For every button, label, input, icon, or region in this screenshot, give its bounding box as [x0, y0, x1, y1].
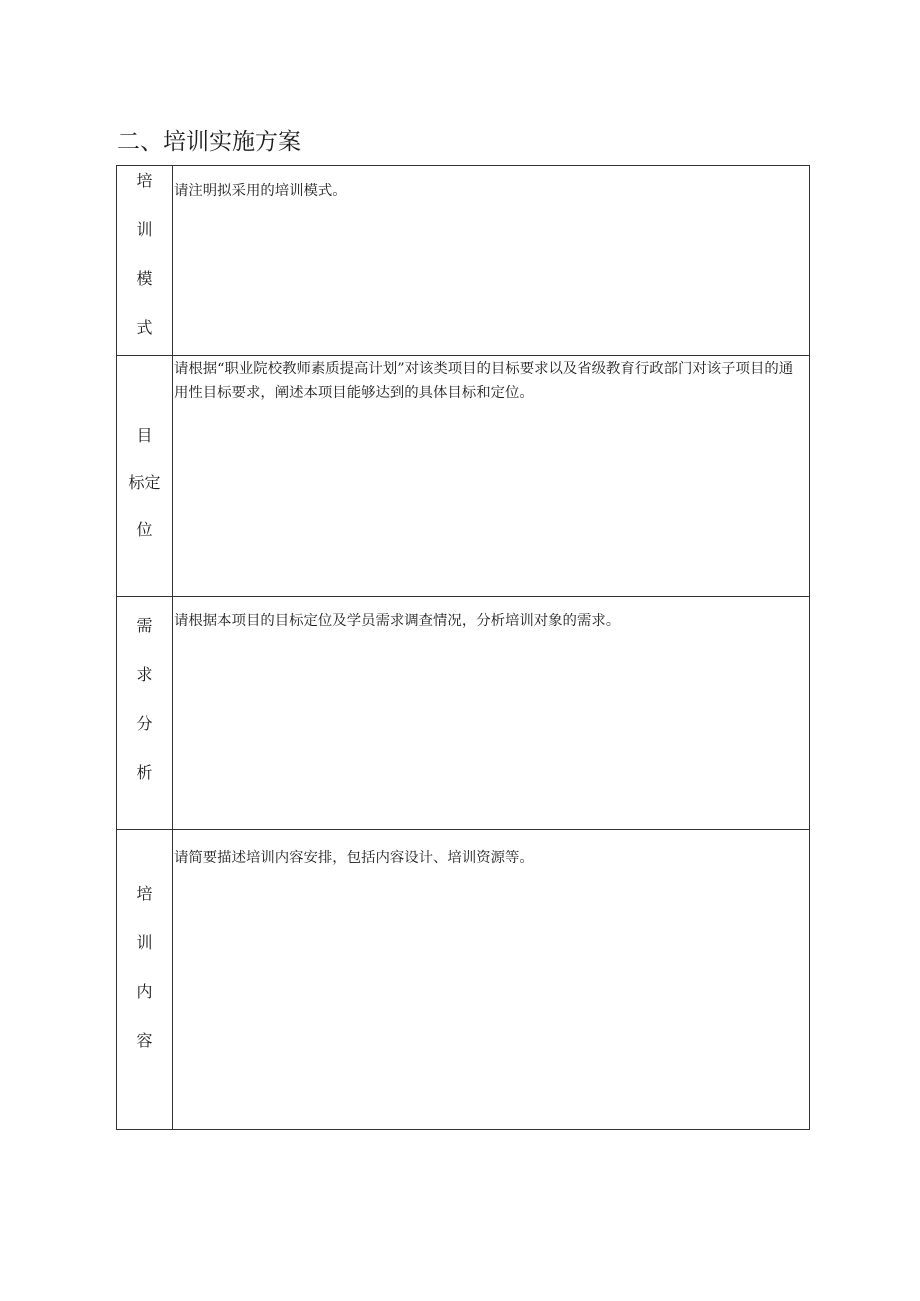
row-label-char: 培	[136, 884, 153, 903]
row-label-char: 需	[136, 616, 153, 635]
table-row-needs-analysis	[117, 597, 810, 830]
row-label-training-mode	[117, 166, 173, 356]
row-content-training-content	[173, 830, 810, 1130]
row-label-char: 容	[136, 1031, 153, 1050]
row-label-char: 分	[136, 714, 153, 733]
row-label-char: 标定	[128, 473, 161, 492]
row-label-char: 培	[136, 171, 153, 190]
row-label-char: 位	[136, 520, 153, 539]
row-content-text: 请根据本项目的目标定位及学员需求调查情况，分析培训对象的需求。	[174, 613, 621, 629]
row-content-goal-positioning	[173, 356, 810, 597]
row-label-char: 目	[136, 426, 153, 445]
table-row-training-mode	[117, 166, 810, 356]
row-label-char: 模	[136, 269, 153, 288]
row-label-goal-positioning	[117, 356, 173, 597]
row-label-char: 训	[136, 933, 153, 952]
row-content-text: 请注明拟采用的培训模式。	[174, 183, 347, 199]
row-content-training-mode	[173, 166, 810, 356]
row-content-needs-analysis	[173, 597, 810, 830]
row-label-char: 式	[136, 318, 153, 337]
training-plan-table	[116, 165, 810, 1130]
row-content-text: 请简要描述培训内容安排，包括内容设计、培训资源等。	[174, 850, 534, 866]
row-label-training-content	[117, 830, 173, 1130]
row-label-char: 析	[136, 763, 153, 782]
row-content-text: 请根据“职业院校教师素质提高计划”对该类项目的目标要求以及省级教育行政部门对该子项目的通用性目标要求，阐述本项目能够达到的具体目标和定位。	[174, 361, 794, 401]
row-label-char: 训	[136, 220, 153, 239]
row-label-needs-analysis	[117, 597, 173, 830]
table-row-goal-positioning	[117, 356, 810, 597]
section-title: 二、培训实施方案	[117, 129, 301, 155]
row-label-char: 内	[136, 982, 153, 1001]
table-row-training-content	[117, 830, 810, 1130]
row-label-char: 求	[136, 665, 153, 684]
